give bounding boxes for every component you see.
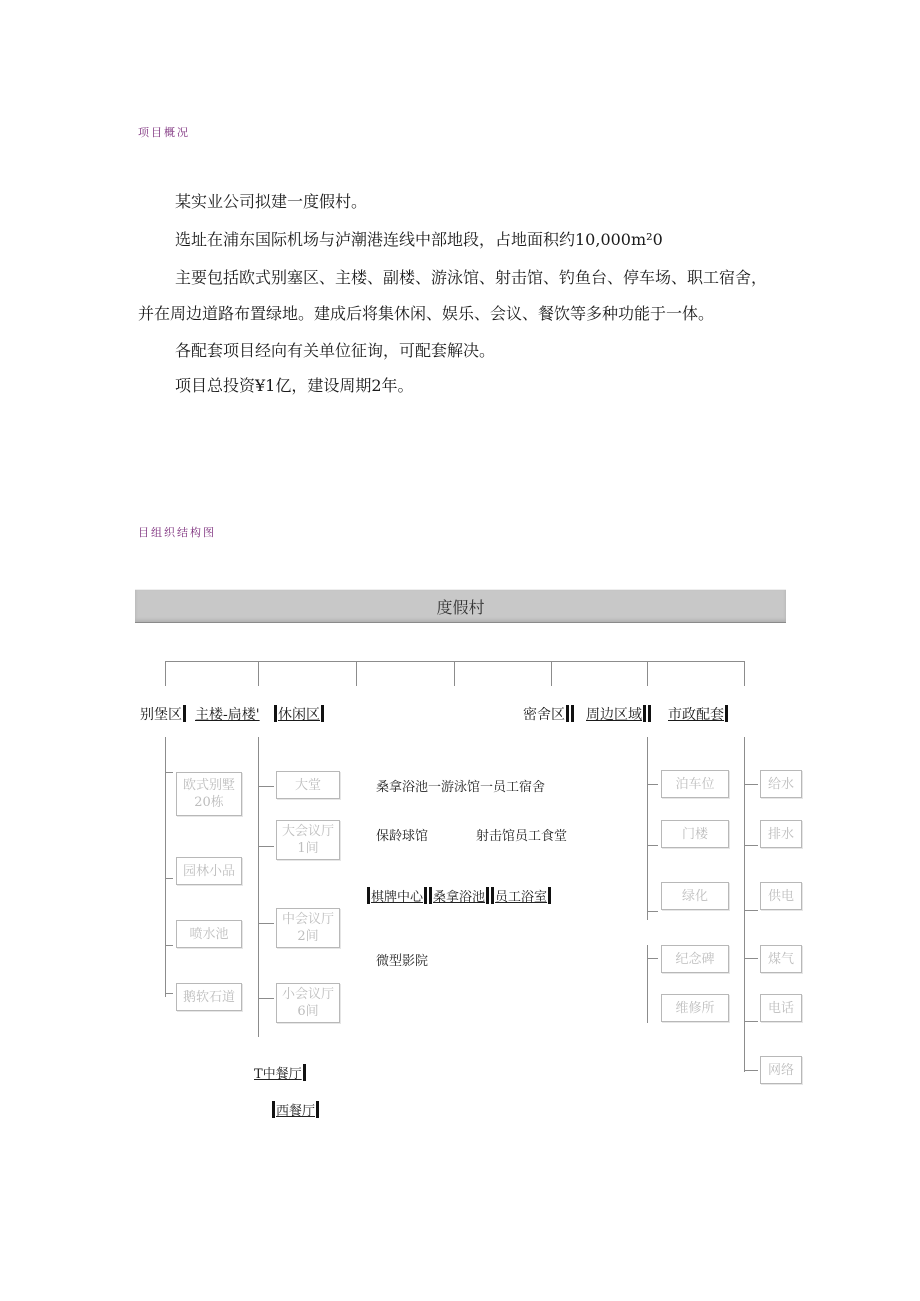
middle-row-2a: 保龄球馆 [376,829,429,844]
surround-tick-2 [647,845,658,846]
municipal-tick-4 [744,958,758,959]
node-leisure-area-label: 休闲区 [278,707,320,723]
marker-bar [316,1101,319,1118]
villa-tick-2 [165,878,173,879]
node-municipal-support [668,704,729,724]
middle-row-3 [366,886,552,905]
marker-bar [566,705,569,722]
node-surrounding-area [586,704,652,724]
node-pebble-path: 鹅软石道 [176,983,242,1011]
node-medium-meeting-hall [276,908,340,948]
municipal-tick-2 [744,845,758,846]
marker-bar [548,887,551,904]
villa-tick-4 [165,993,173,994]
overview-paragraph-1: 某实业公司拟建一度假村。 [175,192,368,211]
node-sauna-label: 桑拿浴池 [433,890,486,905]
node-garden-ornaments: 园林小品 [176,857,242,885]
node-small-meeting-hall-count: 6间 [297,1004,319,1019]
node-surrounding-area-label: 周边区域 [586,707,642,723]
surround-branch-line-upper [647,737,648,920]
marker-bar [321,705,324,722]
main-tick-4 [258,998,274,999]
node-parking: 泊车位 [661,770,729,798]
node-european-villa-label: 欧式别墅 [182,778,235,793]
connector-drop-6 [647,661,648,686]
marker-bar [491,887,494,904]
node-drainage: 排水 [760,820,802,848]
node-telephone: 电话 [760,994,802,1022]
municipal-tick-6 [744,1070,758,1071]
surround-tick-1 [647,784,658,785]
marker-bar [643,705,646,722]
node-villa-area-label: 别堡区 [140,707,182,723]
overview-paragraph-3b: 并在周边道路布置绿地。建成后将集休闲、娱乐、会议、餐饮等多种功能于一体。 [138,304,715,323]
node-large-meeting-hall [276,820,340,860]
node-medium-meeting-hall-label: 中会议厅 [281,912,334,927]
marker-bar [424,887,427,904]
marker-bar [183,705,186,722]
connector-drop-1 [165,661,166,686]
node-main-building [195,704,260,724]
org-root-banner: 度假村 [135,589,786,623]
node-large-meeting-hall-count: 1间 [297,841,319,856]
marker-bar [429,887,432,904]
marker-bar [725,705,728,722]
middle-row-2b: 射击馆员工食堂 [476,829,568,844]
node-small-meeting-hall [276,983,340,1023]
connector-drop-4 [454,661,455,686]
villa-tick-3 [165,945,173,946]
surround-tick-4 [647,958,658,959]
municipal-tick-1 [744,784,758,785]
marker-bar [648,705,651,722]
node-dorm-area [523,704,575,724]
node-western-restaurant-label: 西餐厅 [276,1104,316,1119]
node-villa-area [140,704,187,724]
overview-paragraph-5: 项目总投资¥1亿，建设周期2年。 [175,376,414,395]
node-power-supply: 供电 [760,882,802,910]
node-gate-tower: 门楼 [661,820,729,848]
node-monument: 纪念碑 [661,945,729,973]
villa-branch-line [165,737,166,997]
node-chess-center-label: 棋牌中心 [371,890,424,905]
main-tick-2 [258,846,274,847]
surround-tick-3 [647,911,658,912]
marker-bar [367,887,370,904]
node-dorm-area-label: 密舍区 [523,707,565,723]
org-top-connector [165,661,745,662]
node-chinese-restaurant [254,1063,307,1082]
node-gas: 煤气 [760,945,802,973]
node-western-restaurant [271,1100,320,1119]
node-main-building-label: 主楼-扃楼' [195,707,260,723]
overview-paragraph-4: 各配套项目经向有关单位征询，可配套解决。 [175,341,496,360]
node-water-supply: 给水 [760,770,802,798]
node-greenery: 绿化 [661,882,729,910]
connector-drop-2 [258,661,259,686]
marker-bar [571,705,574,722]
node-large-meeting-hall-label: 大会议厅 [281,824,334,839]
node-medium-meeting-hall-count: 2间 [297,929,319,944]
node-staff-bath-label: 员工浴室 [495,890,548,905]
middle-row-1: 桑拿浴池一游泳馆一员工宿舍 [376,780,546,795]
overview-paragraph-2: 选址在浦东国际机场与泸潮港连线中部地段，占地面积约10,000m²0 [175,230,663,249]
marker-bar [303,1064,306,1081]
main-tick-1 [258,786,274,787]
municipal-tick-3 [744,910,758,911]
section-title-org-chart: 目组织结构图 [138,526,216,539]
node-european-villa [176,772,242,816]
node-lobby: 大堂 [276,771,340,799]
main-branch-line [258,737,259,1037]
marker-bar [486,887,489,904]
node-small-meeting-hall-label: 小会议厅 [281,987,334,1002]
node-chinese-restaurant-label: T中餐厅 [254,1067,302,1082]
villa-tick-1 [165,772,173,773]
node-repair-shop: 维修所 [661,994,729,1022]
surround-branch-line-lower [647,945,648,1023]
marker-bar [272,1101,275,1118]
node-leisure-area [273,704,325,724]
connector-drop-3 [356,661,357,686]
section-title-overview: 项目概况 [138,126,190,139]
main-tick-3 [258,923,274,924]
node-municipal-support-label: 市政配套 [668,707,724,723]
connector-drop-5 [551,661,552,686]
overview-paragraph-3a: 主要包括欧式别塞区、主楼、副楼、游泳馆、射击馆、钓鱼台、停车场、职工宿舍， [175,268,768,287]
node-european-villa-count: 20栋 [194,795,224,810]
node-fountain: 喷水池 [176,920,242,948]
node-network: 网络 [760,1056,802,1084]
middle-row-4: 微型影院 [376,954,429,969]
connector-drop-7 [744,661,745,686]
marker-bar [274,705,277,722]
municipal-tick-5 [744,1021,758,1022]
